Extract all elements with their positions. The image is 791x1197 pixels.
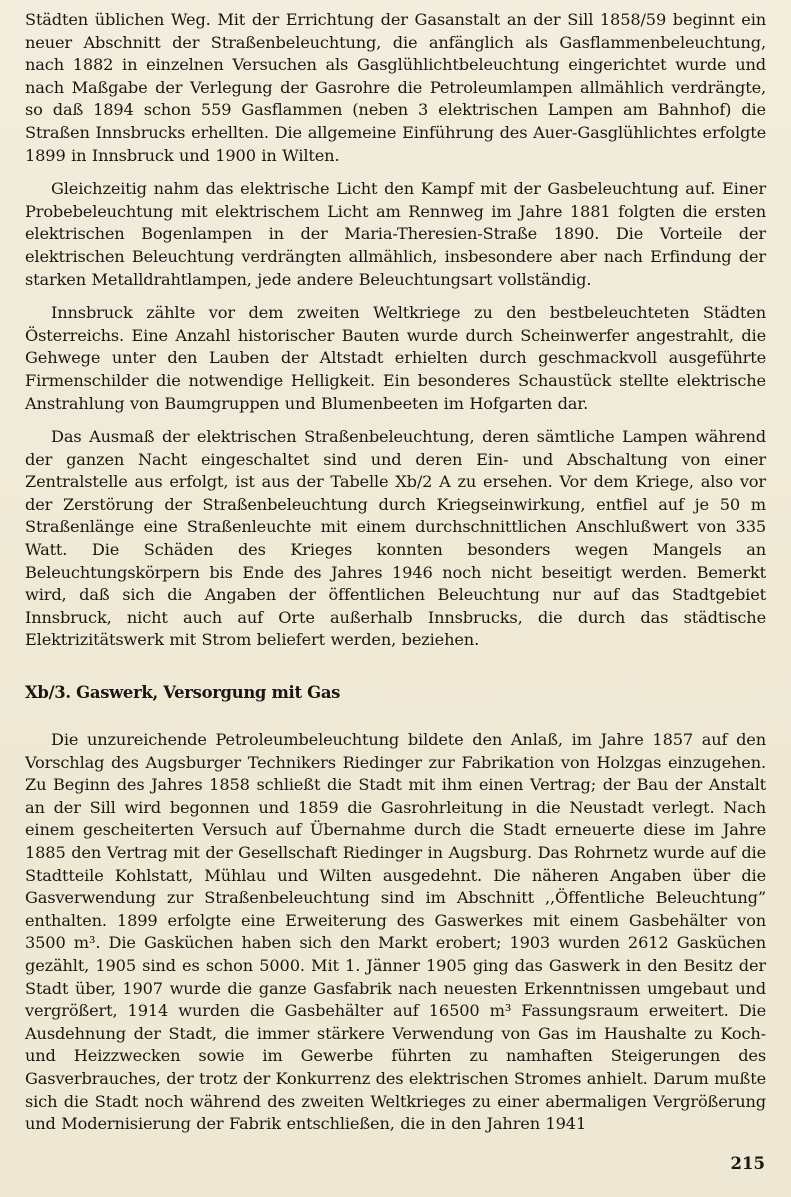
section-heading: Xb/3. Gaswerk, Versorgung mit Gas [25,683,341,703]
paragraph-innsbruck-lighting: Innsbruck zählte vor dem zweiten Weltkriege zu den bestbeleuchteten Städten Österreichs. Eine Anzahl historischer Bauten wurde durch Scheinwerfer angestrahlt, die Gehwege unter den Lauben der Altstadt erhielten durch geschmackvoll ausgeführte Firmenschilder die notwendige Helligkeit. Ein besonderes Schaustück stellte elektrische Anstrahlung von Baumgruppen und Blumenbeeten im Hofgarten dar. [25,303,766,413]
paragraph-lighting-extent: Das Ausmaß der elektrischen Straßenbeleuchtung, deren sämtliche Lampen während der ganzen Nacht eingeschaltet sind und deren Ein- und Abschaltung von einer Zentralstelle aus erfolgt, ist aus der Tabelle Xb/2 A zu ersehen. Vor dem Kriege, also vor der Zerstörung der Straßenbeleuchtung durch Kriegseinwirkung, entfiel auf je 50 m Straßenlänge eine Straßenleuchte mit einem durchschnittlichen Anschlußwert von 335 Watt. Die Schäden des Krieges konnten besonders wegen Mangels an Beleuchtungskörpern bis Ende des Jahres 1946 noch nicht beseitigt werden. Bemerkt wird, daß sich die Angaben der öffentlichen Beleuchtung nur auf das Stadtgebiet Innsbruck, nicht auch auf Orte außerhalb Innsbrucks, die durch das städtische Elektrizitätswerk mit Strom beliefert werden, beziehen. [25,427,766,650]
paragraph-gasworks-history: Die unzureichende Petroleumbeleuchtung bildete den Anlaß, im Jahre 1857 auf den Vorschlag des Augsburger Technikers Riedinger zur Fabrikation von Holzgas einzugehen. Zu Beginn des Jahres 1858 schließt die Stadt mit ihm einen Vertrag; der Bau der Anstalt an der Sill wird begonnen und 1859 die Gasrohrleitung in die Neustadt verlegt. Nach einem gescheiterten Versuch auf Übernahme durch die Stadt erneuerte diese im Jahre 1885 den Vertrag mit der Gesellschaft Riedinger in Augsburg. Das Rohrnetz wurde auf die Stadtteile Kohlstatt, Mühlau und Wilten ausgedehnt. Die näheren Angaben über die Gasverwendung zur Straßenbeleuchtung sind im Abschnitt ,,Öffentliche Beleuchtung” enthalten. 1899 erfolgte eine Erweiterung des Gaswerkes mit einem Gasbehälter von 3500 m³. Die Gasküchen haben sich den Markt erobert; 1903 wurden 2612 Gasküchen gezählt, 1905 sind es schon 5000. Mit 1. Jänner 1905 ging das Gaswerk in den Besitz der Stadt über, 1907 wurde die ganze Gasfabrik nach neuesten Erkenntnissen umgebaut und vergrößert, 1914 wurden die Gasbehälter auf 16500 m³ Fassungsraum erweitert. Die Ausdehnung der Stadt, die immer stärkere Verwendung von Gas im Haushalte zu Koch- und Heizzwecken sowie im Gewerbe führten zu namhaften Steigerungen des Gasverbrauches, der trotz der Konkurrenz des elektrischen Stromes anhielt. Darum mußte sich die Stadt noch während des zweiten Weltkrieges zu einer abermaligen Vergrößerung und Modernisierung der Fabrik entschließen, die in den Jahren 1941 [25,730,766,1134]
paragraph-electric-light: Gleichzeitig nahm das elektrische Licht den Kampf mit der Gasbeleuchtung auf. Einer Probebeleuchtung mit elektrischem Licht am Rennweg im Jahre 1881 folgten die ersten elektrischen Bogenlampen in der Maria-Theresien-Straße 1890. Die Vorteile der elektrischen Beleuchtung verdrängten allmählich, insbesondere aber nach Erfindung der starken Metalldrahtlampen, jede andere Beleuchtungsart vollständig. [25,179,766,289]
page-body [25,9,766,1136]
page-number: 215 [730,1154,765,1173]
paragraph-street-lighting-gas: Städten üblichen Weg. Mit der Errichtung der Gasanstalt an der Sill 1858/59 beginnt ein neuer Abschnitt der Straßenbeleuchtung, die anfänglich als Gasflammenbeleuchtung, nach 1882 in einzelnen Versuchen als Gasglühlichtbeleuchtung eingerichtet wurde und nach Maßgabe der Verlegung der Gasrohre die Petroleumlampen allmählich verdrängte, so daß 1894 schon 559 Gasflammen (neben 3 elektrischen Lampen am Bahnhof) die Straßen Innsbrucks erhellten. Die allgemeine Einführung des Auer-Gasglühlichtes erfolgte 1899 in Innsbruck und 1900 in Wilten. [25,10,766,165]
